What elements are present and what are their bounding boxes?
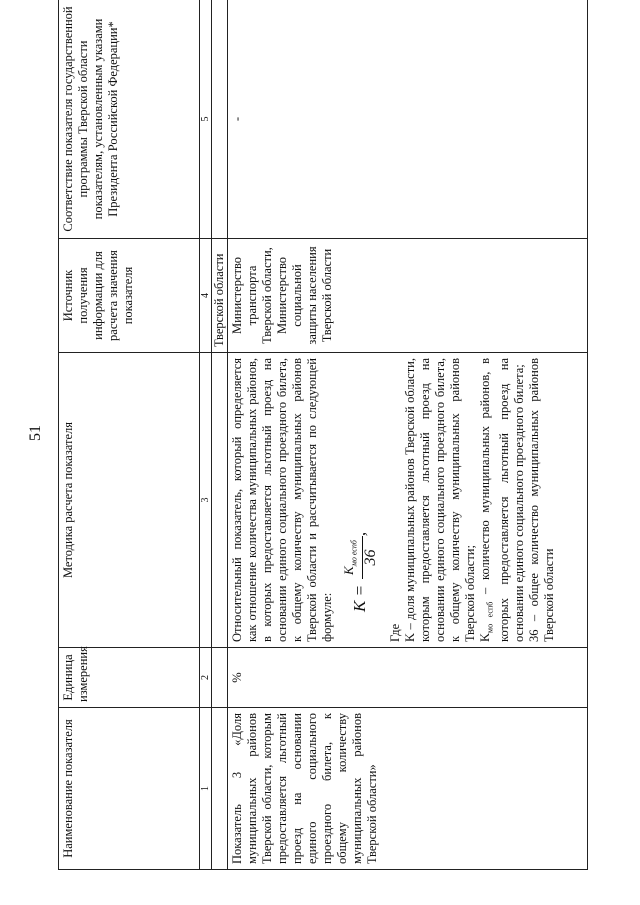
indicator-table (58, 0, 588, 870)
rotated-table-area (58, 0, 580, 870)
column-number: 4 (200, 239, 212, 353)
compliance-cell: - (228, 0, 588, 239)
header-indicator-name: Наименование показателя (59, 708, 200, 870)
header-method: Методика расчета показателя (59, 353, 200, 648)
definition-k: K – доля муниципальных районов Тверской области, которым предоставляется льготный проезд на основании единого социального проездного билета, к общему количеству муниципальных районов Тверской области; (402, 358, 477, 642)
column-number: 5 (200, 0, 212, 239)
method-intro: Относительный показатель, который определяется как отношение количества муниципальных районов, в которых предоставляется льготный проезд на основании единого социального проездного билета, к общему количеству муниципальных районов Тверской области и рассчитывается по следующей формуле: (230, 358, 334, 642)
method-cell (228, 353, 588, 648)
formula-tail: , (349, 531, 369, 537)
formula-fraction (341, 536, 378, 579)
source-cell: Министерство транспорта Тверской области, Министерство социальной защиты населения Тверской области (228, 239, 588, 353)
column-number-row (200, 0, 212, 870)
page-number: 51 (27, 425, 44, 441)
column-number: 2 (200, 648, 212, 708)
header-unit: Единица измерения (59, 648, 200, 708)
where-label: Где (387, 623, 402, 642)
definition-36: 36 – общее количество муниципальных районов Тверской области (527, 358, 557, 642)
indicator-name: Показатель 3 «Доля муниципальных районов Тверской области, которым предоставляется льготный проезд на основании единого социального проездного билета, к общему количеству муниципальных районов Тверской области» (228, 708, 588, 870)
header-compliance: Соответствие показателя государственной программы Тверской области показателям, установленным указами Президента Российской Федерации* (59, 0, 200, 239)
region-cell: Тверской области (212, 239, 228, 353)
formula-numerator: $K_{мо еспб}$ (341, 536, 363, 579)
header-row (59, 0, 200, 870)
table-row (228, 0, 588, 870)
column-number: 1 (200, 708, 212, 870)
formula-left: K = (349, 584, 369, 612)
unit-cell: % (228, 648, 588, 708)
definition-kmo: $K_{мо еспб}$ – количество муниципальных районов, в которых предоставляется льготный проезд на основании единого социального проездного билета; (477, 358, 527, 642)
header-source: Источник получения информации для расчета значения показателя (59, 239, 200, 353)
column-number: 3 (200, 353, 212, 648)
formula-denominator: 36 (361, 549, 379, 566)
formula (341, 358, 378, 612)
region-row (212, 0, 228, 870)
